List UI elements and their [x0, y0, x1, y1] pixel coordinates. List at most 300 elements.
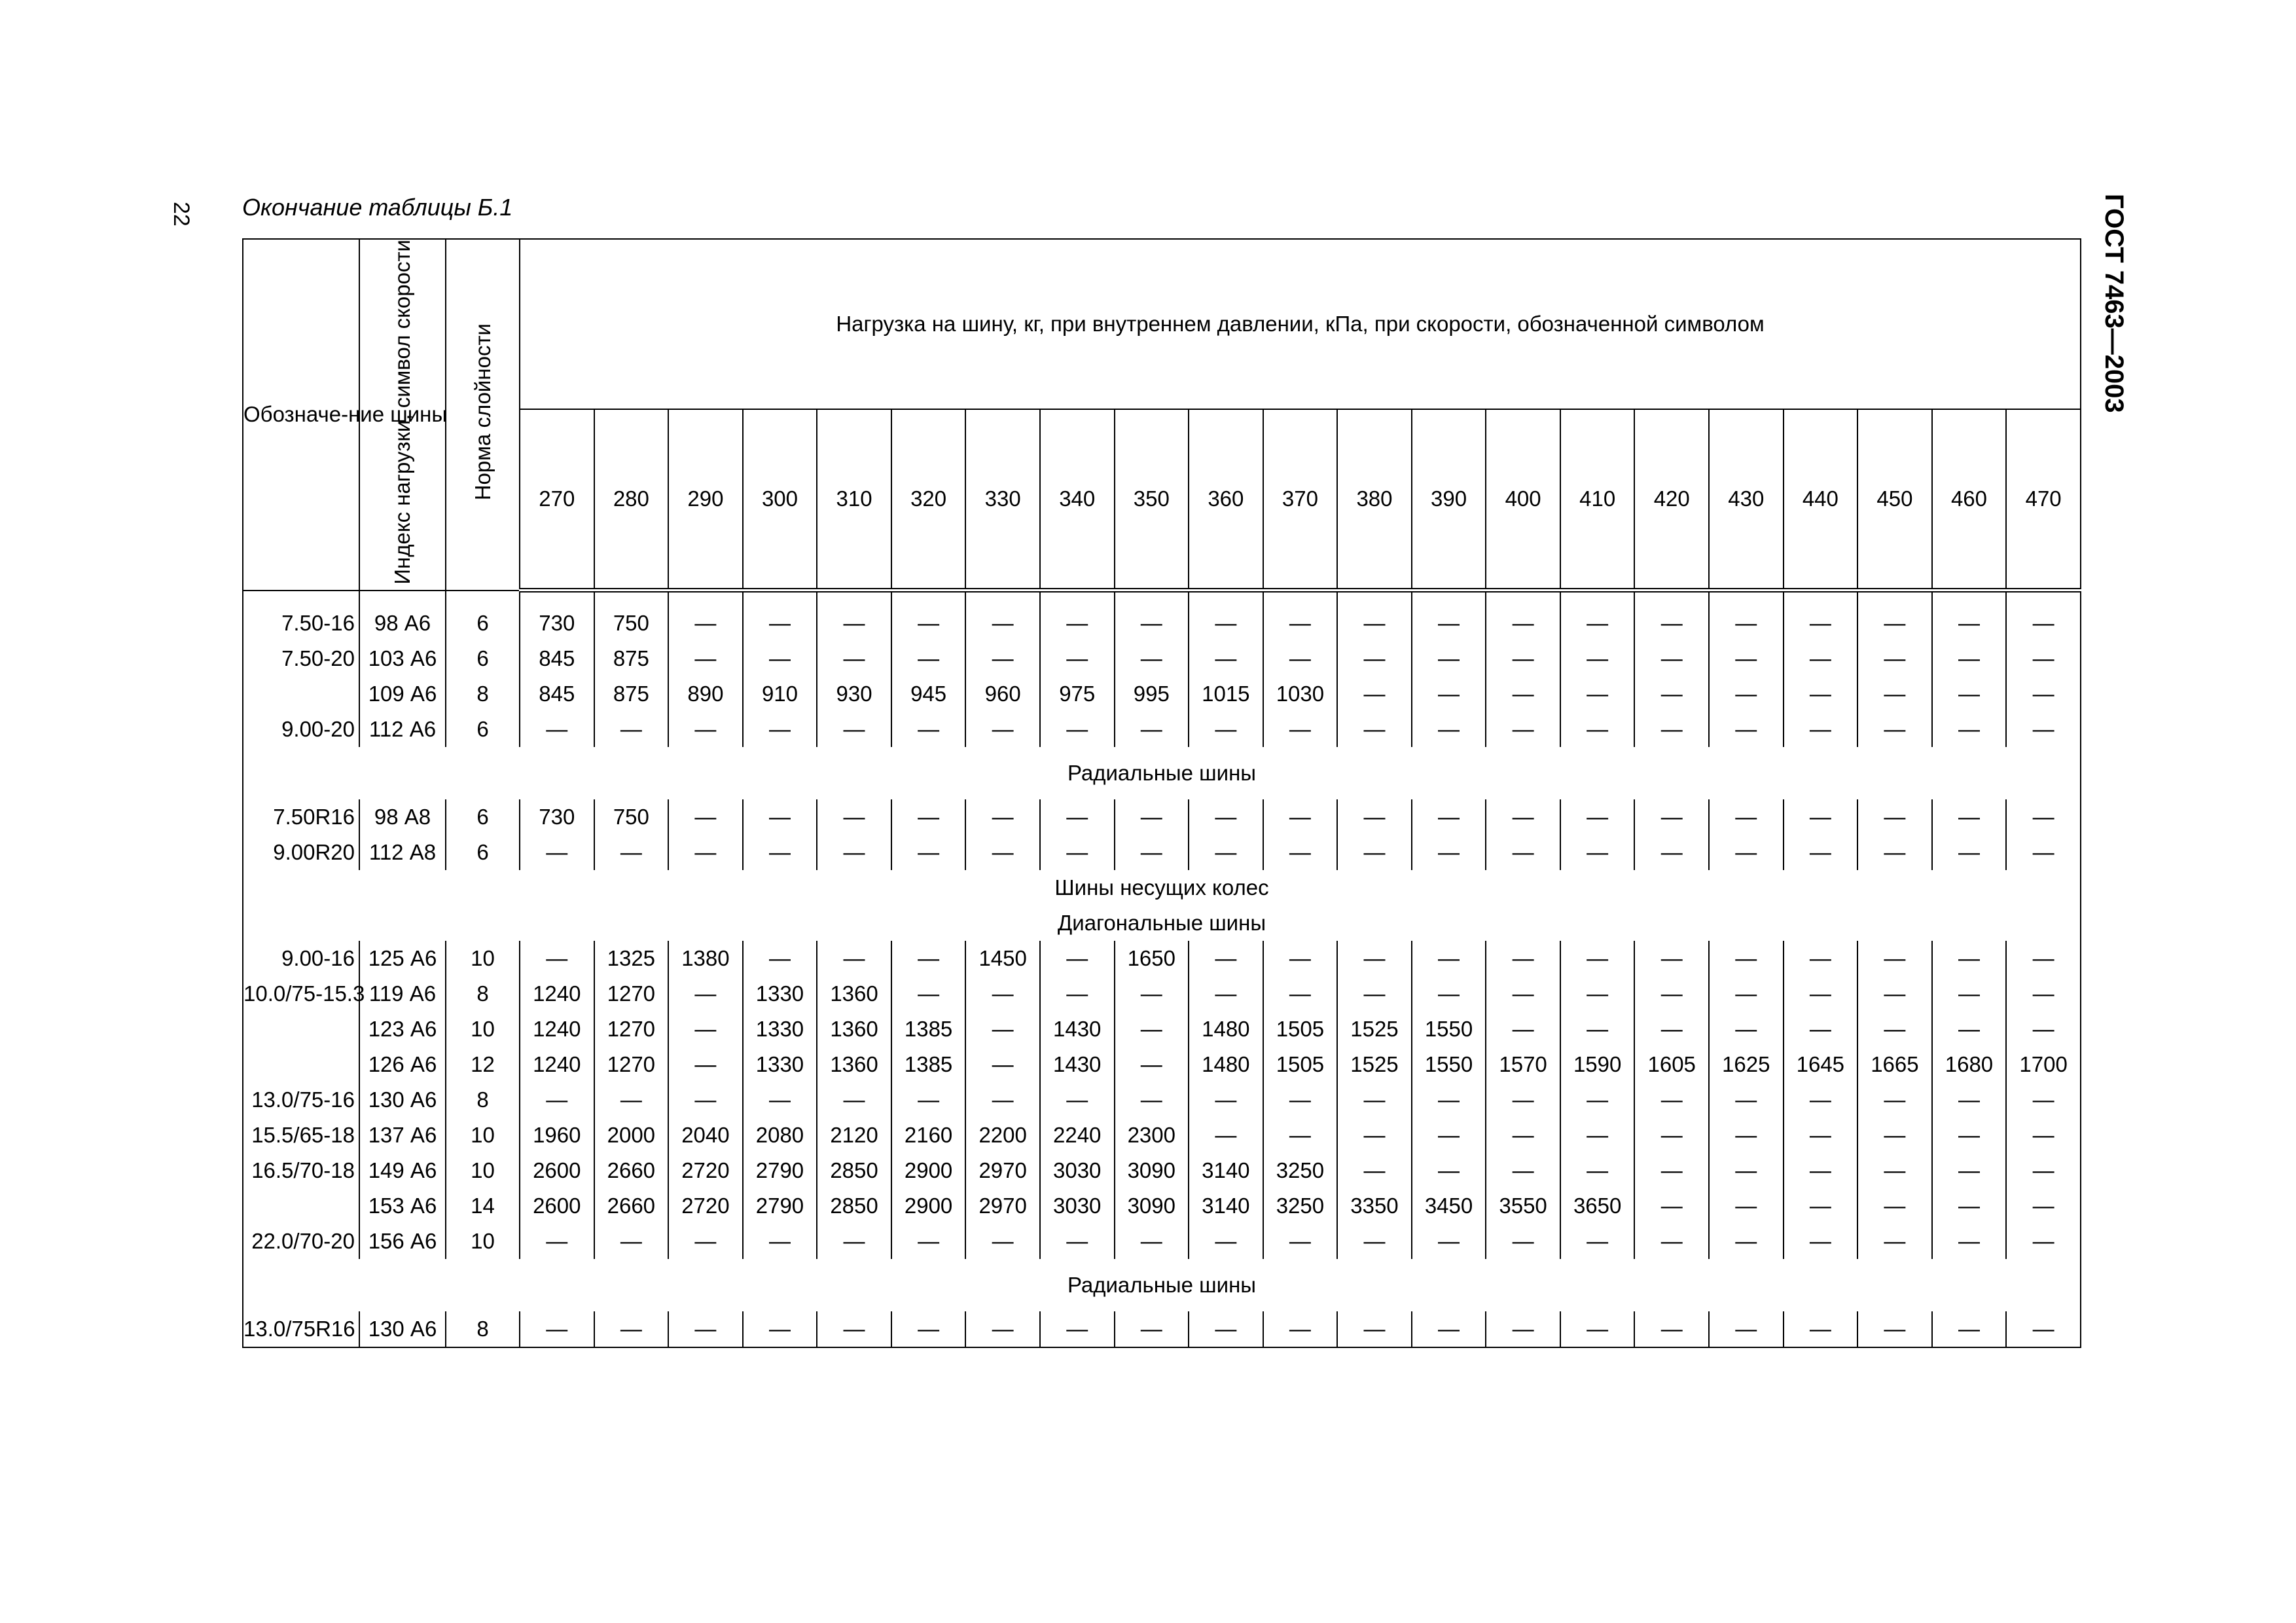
load-value-cell: — — [1115, 712, 1189, 747]
load-value-cell: — — [817, 1224, 891, 1259]
load-value-cell: — — [1115, 641, 1189, 676]
table-row — [243, 641, 2081, 676]
load-value-cell: — — [1560, 941, 1635, 976]
load-value-cell: — — [2006, 941, 2081, 976]
load-index-cell: 130 А6 — [359, 1082, 446, 1118]
load-value-cell: — — [1709, 606, 1784, 641]
load-value-cell: — — [1486, 799, 1560, 835]
load-value-cell: 845 — [520, 676, 594, 712]
load-value-cell: — — [1784, 1012, 1858, 1047]
load-value-cell: — — [1634, 641, 1709, 676]
ply-rating-cell: 6 — [446, 799, 520, 835]
load-value-cell: 1480 — [1189, 1047, 1263, 1082]
header-pressure: 410 — [1560, 409, 1635, 591]
ply-rating-cell: 14 — [446, 1188, 520, 1224]
header-pressure: 340 — [1040, 409, 1115, 591]
load-value-cell: — — [1115, 1047, 1189, 1082]
load-value-cell: — — [1337, 1311, 1412, 1347]
load-index-cell: 149 А6 — [359, 1153, 446, 1188]
load-value-cell: — — [1263, 941, 1338, 976]
load-value-cell: 3450 — [1412, 1188, 1486, 1224]
load-value-cell: 2790 — [743, 1153, 817, 1188]
tire-designation-cell: 7.50R16 — [243, 799, 359, 835]
load-value-cell: — — [1932, 835, 2007, 870]
load-value-cell: — — [1784, 606, 1858, 641]
load-value-cell: — — [1115, 799, 1189, 835]
load-value-cell: 1450 — [965, 941, 1040, 976]
load-value-cell: — — [1857, 641, 1932, 676]
spacer-cell — [1263, 591, 1338, 606]
load-value-cell: — — [520, 712, 594, 747]
standard-code: ГОСТ 7463—2003 — [2100, 194, 2128, 413]
load-value-cell: — — [1709, 712, 1784, 747]
load-value-cell: — — [1784, 1224, 1858, 1259]
table-row — [243, 941, 2081, 976]
tire-designation-cell: 22.0/70-20 — [243, 1224, 359, 1259]
load-value-cell: — — [1634, 712, 1709, 747]
load-value-cell: 1650 — [1115, 941, 1189, 976]
spacer-cell — [446, 591, 520, 606]
load-value-cell: — — [1189, 1224, 1263, 1259]
load-value-cell: — — [1486, 1012, 1560, 1047]
load-value-cell: — — [1412, 606, 1486, 641]
load-value-cell: 1380 — [668, 941, 743, 976]
spacer-cell — [2006, 591, 2081, 606]
header-pressure: 390 — [1412, 409, 1486, 591]
table-row — [243, 1047, 2081, 1082]
load-value-cell: — — [1560, 1224, 1635, 1259]
load-value-cell: — — [520, 1224, 594, 1259]
load-value-cell: — — [1709, 1311, 1784, 1347]
load-value-cell: — — [520, 1082, 594, 1118]
load-value-cell: 2000 — [594, 1118, 669, 1153]
load-value-cell: — — [1115, 1012, 1189, 1047]
load-value-cell: — — [1560, 1012, 1635, 1047]
section-subtitle: Радиальные шины — [243, 747, 2081, 799]
ply-rating-cell: 12 — [446, 1047, 520, 1082]
load-value-cell: — — [965, 606, 1040, 641]
tire-designation-cell: 13.0/75R16 — [243, 1311, 359, 1347]
load-value-cell: — — [1784, 835, 1858, 870]
load-value-cell: 1330 — [743, 1047, 817, 1082]
load-value-cell: — — [1486, 1118, 1560, 1153]
load-value-cell: 3250 — [1263, 1153, 1338, 1188]
load-value-cell: — — [1486, 1224, 1560, 1259]
load-value-cell: — — [1932, 1311, 2007, 1347]
load-value-cell: — — [1932, 799, 2007, 835]
load-value-cell: — — [817, 799, 891, 835]
load-value-cell: — — [965, 1012, 1040, 1047]
load-value-cell: — — [1857, 676, 1932, 712]
load-index-cell: 125 А6 — [359, 941, 446, 976]
load-value-cell: — — [1040, 641, 1115, 676]
table-row — [243, 1153, 2081, 1188]
load-value-cell: — — [2006, 1082, 2081, 1118]
load-value-cell: — — [1486, 676, 1560, 712]
load-index-cell: 153 А6 — [359, 1188, 446, 1224]
load-value-cell: — — [743, 799, 817, 835]
load-value-cell: — — [1634, 1012, 1709, 1047]
load-value-cell: — — [1857, 712, 1932, 747]
load-value-cell: 2600 — [520, 1188, 594, 1224]
load-value-cell: — — [1486, 1082, 1560, 1118]
load-value-cell: — — [1709, 641, 1784, 676]
load-value-cell: 1360 — [817, 976, 891, 1012]
header-ply-rating: Норма слойности — [446, 239, 520, 591]
load-value-cell: — — [1040, 1224, 1115, 1259]
load-value-cell: — — [1189, 941, 1263, 976]
load-value-cell: — — [1784, 676, 1858, 712]
load-value-cell: — — [1709, 799, 1784, 835]
load-value-cell: — — [1857, 835, 1932, 870]
load-value-cell: — — [1560, 676, 1635, 712]
load-value-cell: 730 — [520, 606, 594, 641]
load-value-cell: — — [1932, 1153, 2007, 1188]
table-row — [243, 976, 2081, 1012]
load-value-cell: — — [1932, 1082, 2007, 1118]
load-value-cell: — — [1486, 941, 1560, 976]
load-value-cell: 2200 — [965, 1118, 1040, 1153]
load-value-cell: — — [1709, 1153, 1784, 1188]
load-value-cell: — — [1932, 1012, 2007, 1047]
load-value-cell: — — [1412, 712, 1486, 747]
load-value-cell: 3090 — [1115, 1153, 1189, 1188]
load-value-cell: 1680 — [1932, 1047, 2007, 1082]
load-index-cell: 156 А6 — [359, 1224, 446, 1259]
load-value-cell: 750 — [594, 799, 669, 835]
load-value-cell: — — [1486, 606, 1560, 641]
load-value-cell: 2040 — [668, 1118, 743, 1153]
spacer-cell — [520, 591, 594, 606]
table-row — [243, 676, 2081, 712]
load-value-cell: — — [817, 941, 891, 976]
load-value-cell: — — [668, 1082, 743, 1118]
load-value-cell: — — [1337, 976, 1412, 1012]
load-value-cell: — — [668, 606, 743, 641]
load-value-cell: — — [1189, 1118, 1263, 1153]
load-value-cell: — — [1412, 941, 1486, 976]
tire-load-table — [242, 238, 2081, 1348]
load-value-cell: — — [1412, 676, 1486, 712]
load-value-cell: — — [1337, 1118, 1412, 1153]
ply-rating-cell: 6 — [446, 712, 520, 747]
header-load: Нагрузка на шину, кг, при внутреннем давлении, кПа, при скорости, обозначенной символом — [520, 239, 2081, 409]
load-value-cell: — — [668, 835, 743, 870]
load-value-cell: — — [1263, 835, 1338, 870]
load-value-cell: — — [1857, 1153, 1932, 1188]
load-value-cell: — — [2006, 641, 2081, 676]
load-value-cell: — — [1486, 835, 1560, 870]
table-row — [243, 1082, 2081, 1118]
load-value-cell: — — [2006, 835, 2081, 870]
spacer-cell — [1857, 591, 1932, 606]
load-value-cell: 1590 — [1560, 1047, 1635, 1082]
load-value-cell: — — [668, 1047, 743, 1082]
ply-rating-cell: 10 — [446, 941, 520, 976]
load-value-cell: — — [1932, 676, 2007, 712]
load-value-cell: — — [1857, 1082, 1932, 1118]
load-value-cell: — — [668, 976, 743, 1012]
load-index-cell: 98 А8 — [359, 799, 446, 835]
load-value-cell: — — [743, 641, 817, 676]
load-value-cell: — — [1412, 641, 1486, 676]
load-value-cell: 2790 — [743, 1188, 817, 1224]
load-value-cell: — — [965, 1047, 1040, 1082]
load-value-cell: — — [1784, 712, 1858, 747]
load-value-cell: — — [2006, 1118, 2081, 1153]
load-value-cell: — — [743, 941, 817, 976]
header-pressure: 460 — [1932, 409, 2007, 591]
load-value-cell: — — [594, 1224, 669, 1259]
ply-rating-cell: 10 — [446, 1012, 520, 1047]
ply-rating-cell: 6 — [446, 641, 520, 676]
load-value-cell: — — [743, 1311, 817, 1347]
load-value-cell: — — [1784, 1118, 1858, 1153]
table-row — [243, 1012, 2081, 1047]
tire-designation-cell: 7.50-20 — [243, 641, 359, 676]
load-value-cell: 1270 — [594, 1012, 669, 1047]
load-value-cell: — — [1486, 712, 1560, 747]
spacer-cell — [1115, 591, 1189, 606]
table-row — [243, 1188, 2081, 1224]
section-subtitle-row — [243, 905, 2081, 941]
load-value-cell: 1360 — [817, 1047, 891, 1082]
tire-designation-cell: 15.5/65-18 — [243, 1118, 359, 1153]
section-subtitle-row — [243, 747, 2081, 799]
load-value-cell: — — [965, 1224, 1040, 1259]
load-value-cell: 1325 — [594, 941, 669, 976]
load-value-cell: — — [1040, 941, 1115, 976]
load-value-cell: 1505 — [1263, 1047, 1338, 1082]
ply-rating-cell: 8 — [446, 976, 520, 1012]
load-value-cell: — — [1857, 1224, 1932, 1259]
load-value-cell: 1240 — [520, 976, 594, 1012]
load-value-cell: — — [743, 1224, 817, 1259]
spacer-cell — [743, 591, 817, 606]
load-value-cell: — — [1709, 1012, 1784, 1047]
load-value-cell: — — [1857, 1118, 1932, 1153]
tire-designation-cell: 13.0/75-16 — [243, 1082, 359, 1118]
load-value-cell: — — [1412, 1082, 1486, 1118]
load-value-cell: 2900 — [891, 1188, 966, 1224]
load-index-cell: 130 А6 — [359, 1311, 446, 1347]
load-value-cell: 945 — [891, 676, 966, 712]
load-value-cell: — — [1932, 1188, 2007, 1224]
load-value-cell: — — [1784, 799, 1858, 835]
load-value-cell: — — [594, 1311, 669, 1347]
load-value-cell: — — [1784, 976, 1858, 1012]
load-value-cell: — — [668, 799, 743, 835]
header-pressure: 310 — [817, 409, 891, 591]
load-index-cell: 98 А6 — [359, 606, 446, 641]
load-index-cell: 137 А6 — [359, 1118, 446, 1153]
load-value-cell: — — [1709, 976, 1784, 1012]
load-value-cell: 3650 — [1560, 1188, 1635, 1224]
load-value-cell: — — [1709, 941, 1784, 976]
load-value-cell: 1605 — [1634, 1047, 1709, 1082]
ply-rating-cell: 10 — [446, 1153, 520, 1188]
table-caption: Окончание таблицы Б.1 — [242, 194, 513, 221]
header-pressure: 300 — [743, 409, 817, 591]
load-value-cell: 1240 — [520, 1012, 594, 1047]
load-value-cell: — — [1486, 641, 1560, 676]
load-value-cell: 3140 — [1189, 1188, 1263, 1224]
load-value-cell: — — [965, 1082, 1040, 1118]
load-value-cell: — — [668, 712, 743, 747]
load-value-cell: 1030 — [1263, 676, 1338, 712]
load-value-cell: 1960 — [520, 1118, 594, 1153]
header-pressure: 320 — [891, 409, 966, 591]
load-value-cell: — — [965, 641, 1040, 676]
load-value-cell: — — [1560, 606, 1635, 641]
load-value-cell: 890 — [668, 676, 743, 712]
load-value-cell: 1385 — [891, 1047, 966, 1082]
spacer-cell — [668, 591, 743, 606]
load-value-cell: — — [1709, 835, 1784, 870]
load-value-cell: — — [743, 835, 817, 870]
table-row — [243, 1224, 2081, 1259]
load-value-cell: — — [1263, 1311, 1338, 1347]
spacer-cell — [965, 591, 1040, 606]
section-subtitle: Диагональные шины — [243, 905, 2081, 941]
load-value-cell: 2660 — [594, 1188, 669, 1224]
load-value-cell: — — [1857, 941, 1932, 976]
tire-designation-cell: 10.0/75-15.3 — [243, 976, 359, 1012]
load-value-cell: 2900 — [891, 1153, 966, 1188]
header-pressure: 350 — [1115, 409, 1189, 591]
header-pressure: 400 — [1486, 409, 1560, 591]
load-value-cell: 2120 — [817, 1118, 891, 1153]
load-index-cell: 112 А6 — [359, 712, 446, 747]
load-value-cell: — — [1857, 1012, 1932, 1047]
load-value-cell: — — [1486, 1153, 1560, 1188]
table-row — [243, 799, 2081, 835]
load-value-cell: — — [668, 1311, 743, 1347]
ply-rating-cell: 6 — [446, 835, 520, 870]
load-value-cell: — — [1115, 976, 1189, 1012]
load-value-cell: — — [1115, 835, 1189, 870]
load-value-cell: — — [2006, 1012, 2081, 1047]
header-pressure: 330 — [965, 409, 1040, 591]
load-value-cell: — — [2006, 976, 2081, 1012]
load-value-cell: — — [1560, 1082, 1635, 1118]
load-value-cell: — — [1709, 1082, 1784, 1118]
load-value-cell: 2720 — [668, 1153, 743, 1188]
load-value-cell: — — [891, 835, 966, 870]
load-value-cell: 1015 — [1189, 676, 1263, 712]
load-value-cell: — — [891, 641, 966, 676]
load-value-cell: — — [891, 976, 966, 1012]
load-value-cell: 1330 — [743, 1012, 817, 1047]
load-value-cell: — — [1412, 799, 1486, 835]
spacer-cell — [1412, 591, 1486, 606]
load-value-cell: — — [1263, 606, 1338, 641]
load-value-cell: — — [1412, 1311, 1486, 1347]
load-value-cell: — — [1040, 1082, 1115, 1118]
load-value-cell: — — [1932, 976, 2007, 1012]
table-row — [243, 606, 2081, 641]
load-value-cell: — — [1115, 1082, 1189, 1118]
table-row — [243, 1118, 2081, 1153]
load-value-cell: — — [1189, 799, 1263, 835]
section-subtitle-row — [243, 1259, 2081, 1311]
spacer-cell — [817, 591, 891, 606]
ply-rating-cell: 10 — [446, 1118, 520, 1153]
load-index-cell: 123 А6 — [359, 1012, 446, 1047]
load-value-cell: 2080 — [743, 1118, 817, 1153]
load-value-cell: 3550 — [1486, 1188, 1560, 1224]
load-value-cell: 1385 — [891, 1012, 966, 1047]
load-value-cell: 2160 — [891, 1118, 966, 1153]
load-value-cell: — — [817, 1311, 891, 1347]
load-value-cell: — — [1040, 799, 1115, 835]
load-value-cell: — — [1337, 1224, 1412, 1259]
load-value-cell: — — [520, 835, 594, 870]
load-value-cell: — — [1189, 641, 1263, 676]
load-value-cell: 2970 — [965, 1153, 1040, 1188]
load-value-cell: 1360 — [817, 1012, 891, 1047]
load-value-cell: — — [1857, 799, 1932, 835]
load-value-cell: — — [1709, 1188, 1784, 1224]
load-value-cell: — — [1263, 641, 1338, 676]
load-value-cell: — — [1560, 1153, 1635, 1188]
section-title: Шины несущих колес — [243, 870, 2081, 905]
header-pressure: 380 — [1337, 409, 1412, 591]
load-value-cell: 2300 — [1115, 1118, 1189, 1153]
load-index-cell: 126 А6 — [359, 1047, 446, 1082]
load-value-cell: 2240 — [1040, 1118, 1115, 1153]
load-value-cell: — — [1932, 712, 2007, 747]
load-value-cell: — — [1634, 1118, 1709, 1153]
load-value-cell: — — [1634, 1082, 1709, 1118]
load-value-cell: — — [743, 1082, 817, 1118]
load-value-cell: — — [594, 835, 669, 870]
load-value-cell: — — [1709, 1224, 1784, 1259]
table-row — [243, 835, 2081, 870]
load-value-cell: — — [1634, 606, 1709, 641]
load-value-cell: 3030 — [1040, 1188, 1115, 1224]
load-value-cell: — — [1560, 1118, 1635, 1153]
load-value-cell: — — [1932, 641, 2007, 676]
load-value-cell: — — [965, 976, 1040, 1012]
load-value-cell: 1270 — [594, 976, 669, 1012]
load-value-cell: — — [1263, 976, 1338, 1012]
spacer-cell — [1784, 591, 1858, 606]
load-value-cell: 2600 — [520, 1153, 594, 1188]
load-value-cell: 1270 — [594, 1047, 669, 1082]
load-value-cell: — — [1337, 676, 1412, 712]
load-value-cell: — — [1857, 976, 1932, 1012]
load-index-cell: 103 А6 — [359, 641, 446, 676]
load-value-cell: — — [1189, 712, 1263, 747]
load-value-cell: — — [520, 941, 594, 976]
load-value-cell: — — [743, 712, 817, 747]
load-value-cell: 995 — [1115, 676, 1189, 712]
tire-designation-cell: 9.00-20 — [243, 712, 359, 747]
load-value-cell: — — [1263, 1118, 1338, 1153]
load-value-cell: 1645 — [1784, 1047, 1858, 1082]
load-value-cell: — — [1337, 641, 1412, 676]
load-value-cell: — — [1189, 1082, 1263, 1118]
load-value-cell: — — [668, 1012, 743, 1047]
spacer-cell — [891, 591, 966, 606]
load-value-cell: — — [1932, 941, 2007, 976]
spacer-row — [243, 591, 2081, 606]
load-value-cell: 910 — [743, 676, 817, 712]
header-pressure: 360 — [1189, 409, 1263, 591]
load-value-cell: — — [1486, 1311, 1560, 1347]
load-value-cell: 2720 — [668, 1188, 743, 1224]
